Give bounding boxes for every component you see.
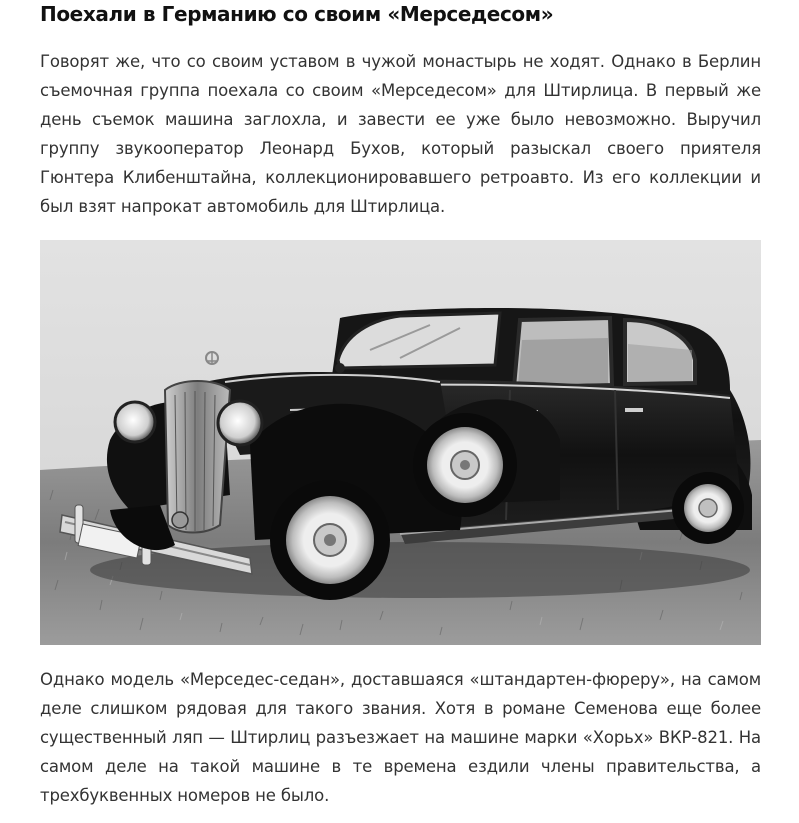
- article-title: Поехали в Германию со своим «Мерседесом»: [40, 2, 554, 26]
- car-photo: [40, 240, 761, 645]
- article: [40, 0, 761, 805]
- article-paragraph-2: Однако модель «Мерседес-седан», доставшаяся «штандартен-фюреру», на самом деле слишком рядовая для такого звания. Хотя в романе Семенова еще более существенный ляп — Штирлиц разъезжает на машине марки «Хорьх» ВКР-821. На самом деле на такой машине в те времена ездили члены правительства, а трехбуквенных номеров не было.: [40, 670, 761, 805]
- article-paragraph-1: Говорят же, что со своим уставом в чужой монастырь не ходят. Однако в Берлин съемочная группа поехала со своим «Мерседесом» для Штирлица. В первый же день съемок машина заглохла, и завести ее уже было невозможно. Выручил группу звукооператор Леонард Бухов, который разыскал своего приятеля Гюнтера Клибенштайна, коллекционировавшего ретроавто. Из его коллекции и был взят напрокат автомобиль для Штирлица.: [40, 52, 761, 216]
